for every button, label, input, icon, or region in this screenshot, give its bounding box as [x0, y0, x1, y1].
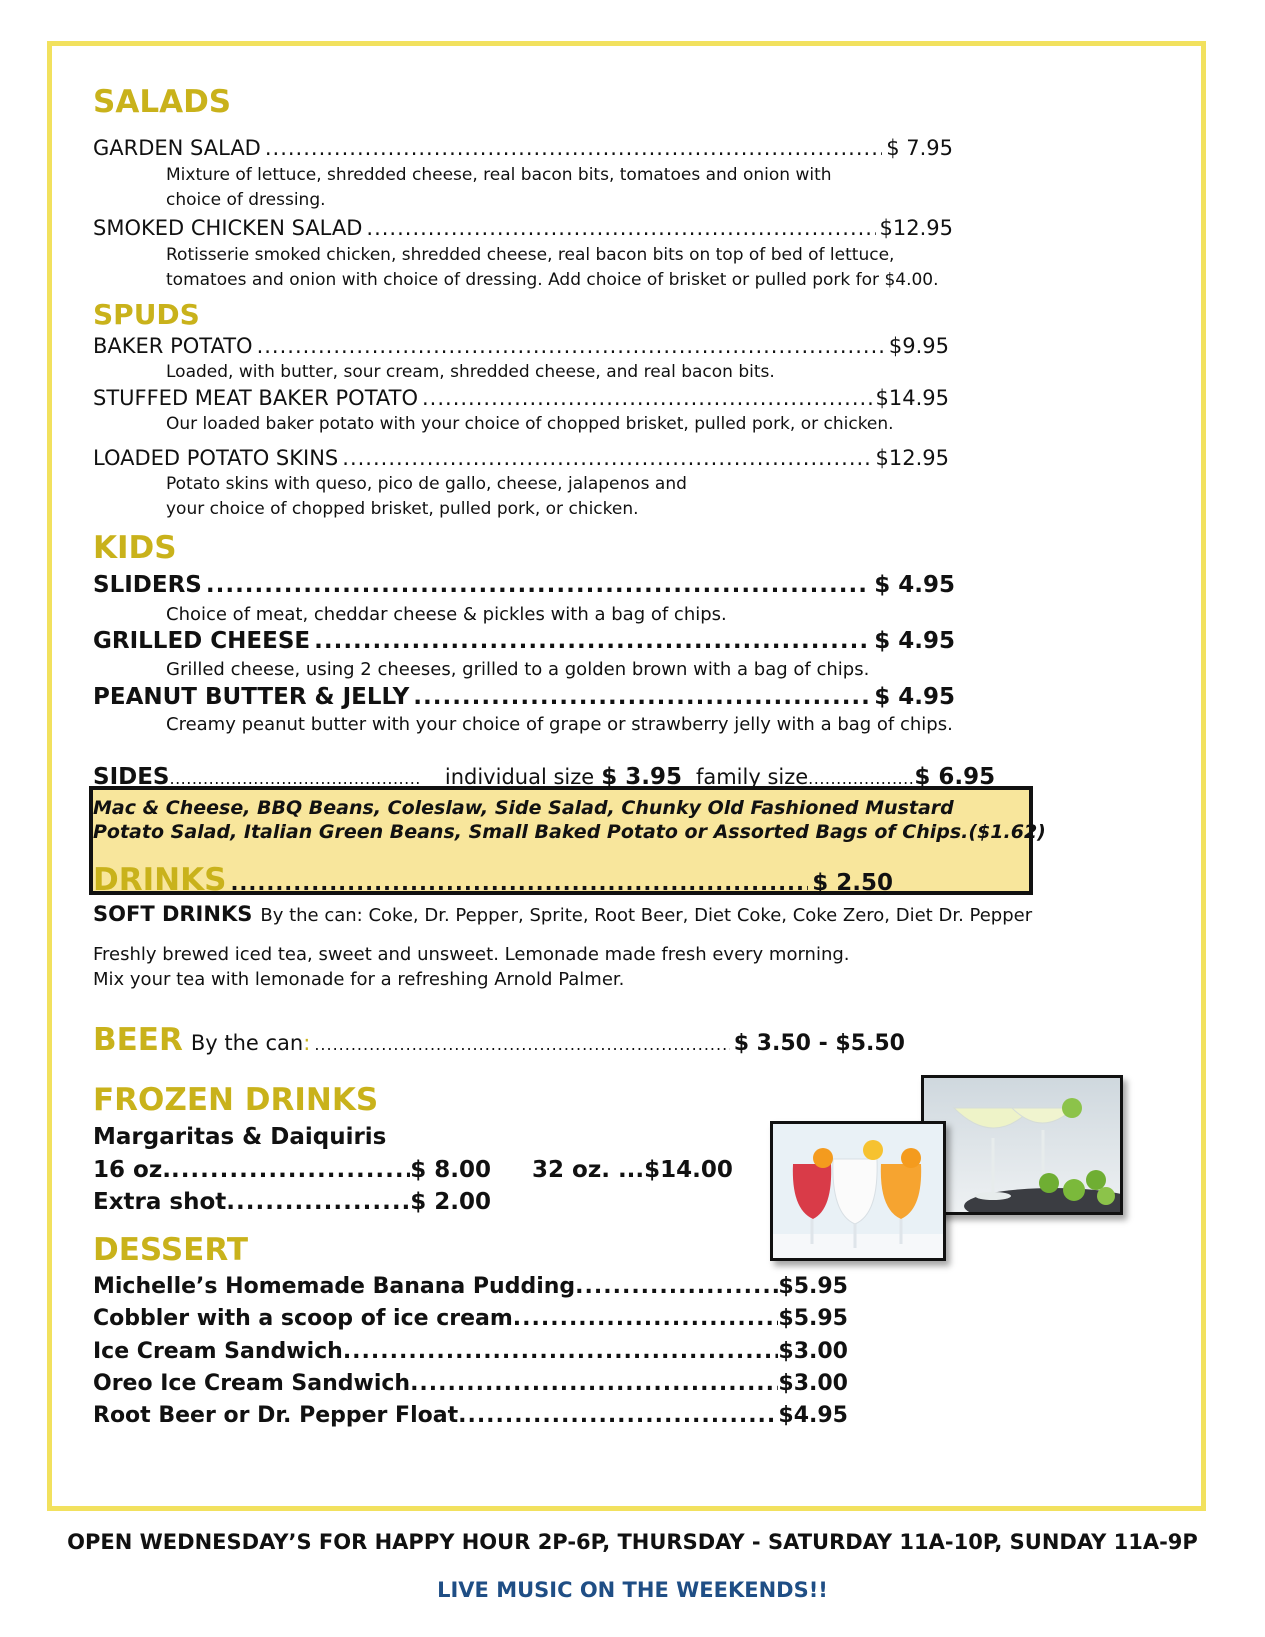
family-size-price: $ 6.95 [914, 764, 996, 790]
item-name: Root Beer or Dr. Pepper Float [93, 1403, 459, 1428]
item-description: Loaded, with butter, sour cream, shredded cheese, and real bacon bits. [166, 362, 775, 382]
frozen-extra-shot-row [93, 1189, 491, 1215]
price-16oz: $ 8.00 [410, 1157, 491, 1183]
tea-description-line2: Mix your tea with lemonade for a refreshing Arnold Palmer. [93, 969, 625, 990]
item-name: Cobbler with a scoop of ice cream [93, 1306, 513, 1331]
family-size-label: family size [695, 765, 809, 789]
dot-leader [314, 628, 870, 654]
sides-items-line2: Potato Salad, Italian Green Beans, Small Baked Potato or Assorted Bags of Chips.($1.62) [93, 821, 1046, 843]
menu-item-peanut-butter-jelly [93, 684, 955, 710]
item-description: Grilled cheese, using 2 cheeses, grilled to a golden brown with a bag of chips. [166, 659, 870, 680]
size-16oz: 16 oz. [93, 1157, 171, 1183]
dessert-item-float [93, 1403, 848, 1428]
margarita-photo [921, 1075, 1123, 1215]
drinks-price: $ 2.50 [812, 870, 893, 896]
beer-label: By the can [190, 1031, 304, 1055]
dot-leader: ............................................. [169, 769, 421, 788]
dot-leader [206, 572, 870, 598]
dessert-item-oreo-sandwich [93, 1371, 848, 1396]
menu-item-smoked-chicken-salad [93, 216, 953, 240]
item-price: $ 4.95 [874, 572, 955, 598]
dot-leader [343, 1339, 779, 1364]
kids-heading: KIDS [93, 530, 177, 566]
hours-text: OPEN WEDNESDAY’S FOR HAPPY HOUR 2P-6P, THURSDAY - SATURDAY 11A-10P, SUNDAY 11A-9P [67, 1530, 1198, 1554]
sides-header-row [93, 764, 995, 790]
dot-leader [413, 684, 870, 710]
dot-leader [314, 1035, 729, 1054]
beer-heading: BEER [93, 1022, 183, 1058]
dot-leader [226, 1189, 410, 1215]
item-name: LOADED POTATO SKINS [93, 446, 339, 470]
item-price: $12.95 [879, 216, 953, 240]
menu-item-loaded-potato-skins [93, 446, 949, 470]
frozen-subheading: Margaritas & Daiquiris [93, 1124, 387, 1150]
item-price: $3.00 [778, 1371, 848, 1396]
menu-item-stuffed-meat-baker-potato [93, 386, 949, 410]
item-name: Ice Cream Sandwich [93, 1339, 343, 1364]
frozen-16oz-row [93, 1157, 491, 1183]
frozen-drinks-illustration [773, 1124, 943, 1258]
item-price: $5.95 [778, 1274, 848, 1299]
item-description: Choice of meat, cheddar cheese & pickles with a bag of chips. [166, 604, 727, 625]
dot-leader [257, 334, 885, 358]
item-price: $ 4.95 [874, 684, 955, 710]
item-name: Oreo Ice Cream Sandwich [93, 1371, 411, 1396]
beer-price: $ 3.50 - $5.50 [733, 1031, 905, 1056]
dessert-item-ice-cream-sandwich [93, 1339, 848, 1364]
individual-size-label: individual size [444, 765, 595, 789]
item-name: Michelle’s Homemade Banana Pudding [93, 1274, 576, 1299]
sides-heading: SIDES [93, 764, 170, 790]
item-name: GARDEN SALAD [93, 136, 261, 160]
dot-leader [575, 1274, 778, 1299]
beer-colon: : [303, 1031, 311, 1055]
drinks-row [93, 862, 893, 898]
item-name: BAKER POTATO [93, 334, 253, 358]
menu-item-garden-salad [93, 136, 953, 160]
tea-description-line1: Freshly brewed iced tea, sweet and unsweet. Lemonade made fresh every morning. [93, 944, 850, 965]
sides-items-line1: Mac & Cheese, BBQ Beans, Coleslaw, Side Salad, Chunky Old Fashioned Mustard [93, 797, 954, 819]
item-description: Potato skins with queso, pico de gallo, cheese, jalapenos and your choice of chopped brisket, pulled pork, or chicken. [166, 474, 687, 519]
item-price: $5.95 [778, 1306, 848, 1331]
item-price: $9.95 [888, 334, 949, 358]
dessert-item-cobbler [93, 1306, 848, 1331]
beer-row [93, 1022, 905, 1058]
dot-leader [422, 386, 872, 410]
dot-leader [342, 446, 871, 470]
margarita-illustration [924, 1078, 1120, 1212]
item-name: SMOKED CHICKEN SALAD [93, 216, 363, 240]
individual-size-price: $ 3.95 [601, 764, 682, 790]
dot-leader [265, 136, 882, 160]
menu-item-grilled-cheese [93, 628, 955, 654]
dessert-item-banana-pudding [93, 1274, 848, 1299]
item-description: Mixture of lettuce, shredded cheese, real bacon bits, tomatoes and onion with choice of dressing. [166, 165, 832, 210]
dot-leader [410, 1371, 778, 1396]
item-price: $ 7.95 [886, 136, 953, 160]
extra-shot-price: $ 2.00 [410, 1189, 491, 1215]
item-name: GRILLED CHEESE [93, 628, 311, 654]
soft-drinks-row [93, 902, 1032, 926]
item-description: Rotisserie smoked chicken, shredded cheese, real bacon bits on top of bed of lettuce, tomatoes and onion with choice of dressing. Add choice of brisket or pulled pork for $4.00. [166, 245, 939, 290]
menu-item-sliders [93, 572, 955, 598]
item-name: SLIDERS [93, 572, 202, 598]
item-name: STUFFED MEAT BAKER POTATO [93, 386, 418, 410]
item-price: $4.95 [778, 1403, 848, 1428]
frozen-drinks-photo [770, 1121, 946, 1261]
soft-drinks-description: By the can: Coke, Dr. Pepper, Sprite, Root Beer, Diet Coke, Coke Zero, Diet Dr. Pepper [260, 905, 1033, 926]
dot-leader [366, 216, 875, 240]
spuds-heading: SPUDS [93, 298, 200, 331]
dot-leader [458, 1403, 778, 1428]
item-description: Our loaded baker potato with your choice of chopped brisket, pulled pork, or chicken. [166, 414, 894, 434]
dot-leader: ................... [808, 769, 915, 788]
price-32oz: $14.00 [644, 1157, 733, 1183]
item-price: $3.00 [778, 1339, 848, 1364]
menu-item-baker-potato [93, 334, 949, 358]
dessert-heading: DESSERT [93, 1232, 248, 1268]
dot-leader [230, 871, 808, 895]
item-price: $12.95 [875, 446, 949, 470]
dot-leader [171, 1157, 410, 1183]
frozen-drinks-heading: FROZEN DRINKS [93, 1082, 379, 1118]
extra-shot-label: Extra shot [93, 1189, 227, 1215]
size-32oz: 32 oz. ... [532, 1157, 645, 1183]
soft-drinks-label: SOFT DRINKS [93, 902, 253, 926]
item-price: $14.95 [875, 386, 949, 410]
drinks-heading: DRINKS [93, 862, 227, 898]
live-music-text: LIVE MUSIC ON THE WEEKENDS!! [437, 1578, 828, 1602]
item-price: $ 4.95 [874, 628, 955, 654]
dot-leader [513, 1306, 779, 1331]
item-name: PEANUT BUTTER & JELLY [93, 684, 410, 710]
frozen-32oz-row [532, 1157, 733, 1183]
item-description: Creamy peanut butter with your choice of grape or strawberry jelly with a bag of chips. [166, 714, 953, 735]
salads-heading: SALADS [93, 84, 232, 120]
